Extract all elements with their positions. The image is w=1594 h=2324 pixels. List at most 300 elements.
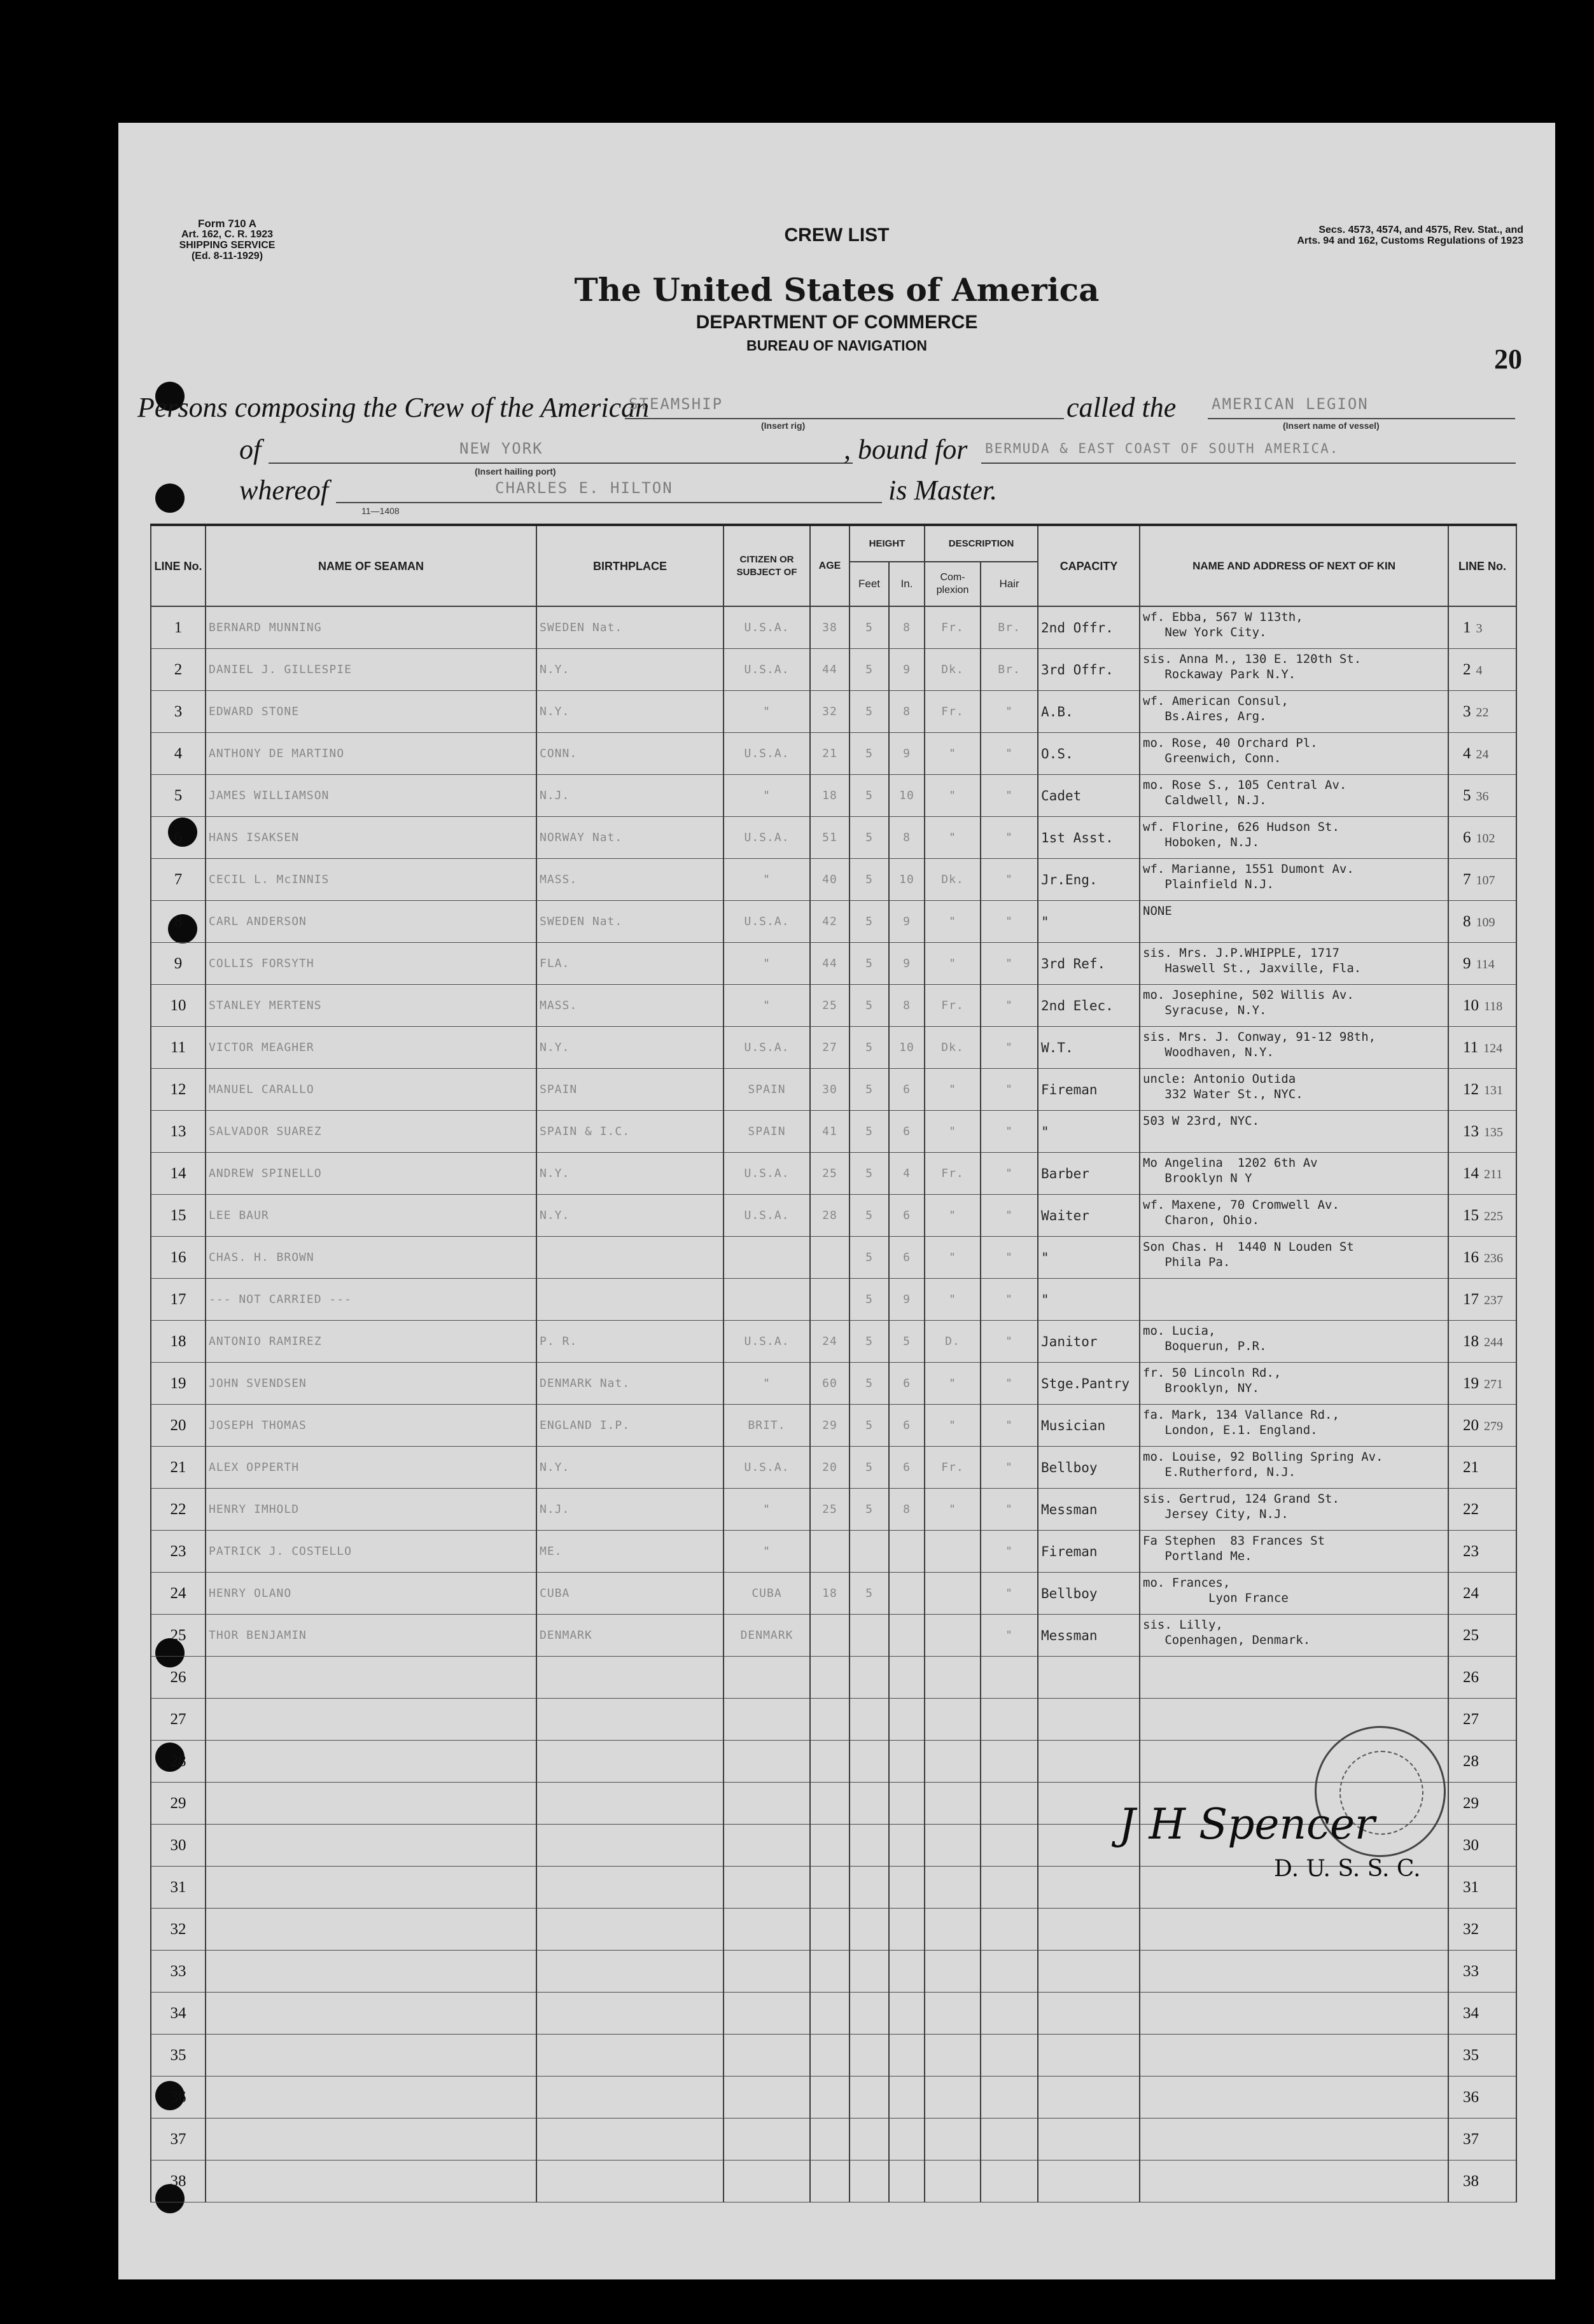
row-line-no-right (1448, 649, 1516, 691)
row-complexion (925, 1573, 981, 1615)
row-line-no-right-value: 2 (1463, 660, 1471, 678)
row-birthplace: N.Y. (536, 1153, 724, 1195)
row-line-no: 33 (151, 1951, 206, 1993)
table-row (151, 859, 1516, 901)
row-hair (981, 1783, 1038, 1825)
row-height-feet: 5 (849, 1195, 889, 1237)
row-hair (981, 1951, 1038, 1993)
row-line-no-right (1448, 1615, 1516, 1657)
table-row (151, 775, 1516, 817)
row-citizenship (724, 1909, 810, 1951)
row-citizenship: U.S.A. (724, 1027, 810, 1069)
form-number: Form 710 A (198, 218, 256, 230)
row-citizenship: SPAIN (724, 1069, 810, 1111)
regulation-secs: Secs. 4573, 4574, and 4575, Rev. Stat., and (1318, 225, 1523, 235)
row-seaman-name: HENRY IMHOLD (206, 1489, 536, 1531)
row-complexion (925, 2077, 981, 2119)
row-next-of-kin: mo. Rose, 40 Orchard Pl. Greenwich, Conn. (1140, 733, 1448, 775)
row-height-inches (889, 1657, 925, 1699)
row-age (810, 2035, 849, 2077)
row-line-no: 22 (151, 1489, 206, 1531)
row-citizenship: DENMARK (724, 1615, 810, 1657)
row-height-inches (889, 2119, 925, 2160)
row-height-inches: 6 (889, 1111, 925, 1153)
row-line-no-right (1448, 1825, 1516, 1867)
destination-value: BERMUDA & EAST COAST OF SOUTH AMERICA. (985, 441, 1339, 456)
row-capacity (1038, 1951, 1140, 1993)
row-ledger-number: 3 (1476, 621, 1483, 636)
row-birthplace: N.Y. (536, 691, 724, 733)
row-birthplace: N.J. (536, 1489, 724, 1531)
table-row (151, 1741, 1516, 1783)
table-row (151, 733, 1516, 775)
row-height-inches: 9 (889, 943, 925, 985)
row-citizenship: U.S.A. (724, 1447, 810, 1489)
row-hair: " (981, 1573, 1038, 1615)
row-citizenship: U.S.A. (724, 649, 810, 691)
row-line-no-right (1448, 1363, 1516, 1405)
row-citizenship (724, 1783, 810, 1825)
row-hair: " (981, 775, 1038, 817)
row-height-inches (889, 1867, 925, 1909)
row-seaman-name: LEE BAUR (206, 1195, 536, 1237)
row-citizenship (724, 1279, 810, 1321)
row-height-feet (849, 1615, 889, 1657)
vessel-name-field[interactable] (1208, 394, 1515, 419)
header-complexion: Com- plexion (925, 562, 981, 606)
row-line-no: 5 (151, 775, 206, 817)
row-height-feet (849, 1867, 889, 1909)
table-row (151, 817, 1516, 859)
row-seaman-name: ANTHONY DE MARTINO (206, 733, 536, 775)
row-complexion (925, 1909, 981, 1951)
row-birthplace (536, 1699, 724, 1741)
row-ledger-number: 118 (1484, 999, 1503, 1013)
row-capacity: Messman (1038, 1615, 1140, 1657)
row-line-no: 31 (151, 1867, 206, 1909)
row-line-no-right-value: 34 (1463, 2004, 1479, 2022)
row-birthplace (536, 1279, 724, 1321)
of-label: of (239, 434, 262, 465)
table-row (151, 1489, 1516, 1531)
row-line-no: 28 (151, 1741, 206, 1783)
row-next-of-kin (1140, 2119, 1448, 2160)
header-next-of-kin: NAME AND ADDRESS OF NEXT OF KIN (1140, 525, 1448, 606)
row-birthplace: ENGLAND I.P. (536, 1405, 724, 1447)
row-line-no: 27 (151, 1699, 206, 1741)
row-line-no-right-value: 7 (1463, 870, 1471, 888)
header-citizen: CITIZEN OR SUBJECT OF (724, 525, 810, 606)
row-height-feet: 5 (849, 1573, 889, 1615)
row-hair: " (981, 943, 1038, 985)
row-birthplace: N.Y. (536, 1195, 724, 1237)
row-age: 27 (810, 1027, 849, 1069)
row-next-of-kin (1140, 2035, 1448, 2077)
row-seaman-name (206, 1993, 536, 2035)
row-height-feet (849, 2160, 889, 2202)
table-row (151, 649, 1516, 691)
row-height-inches: 10 (889, 775, 925, 817)
row-capacity: 3rd Offr. (1038, 649, 1140, 691)
row-ledger-number: 279 (1484, 1419, 1504, 1433)
row-line-no: 21 (151, 1447, 206, 1489)
row-height-inches: 9 (889, 649, 925, 691)
row-citizenship: U.S.A. (724, 733, 810, 775)
row-line-no-right (1448, 1531, 1516, 1573)
table-row (151, 1153, 1516, 1195)
row-capacity: W.T. (1038, 1027, 1140, 1069)
row-birthplace (536, 1657, 724, 1699)
row-line-no-right (1448, 1195, 1516, 1237)
table-row (151, 1321, 1516, 1363)
row-hair (981, 1867, 1038, 1909)
row-height-inches: 8 (889, 691, 925, 733)
row-seaman-name: --- NOT CARRIED --- (206, 1279, 536, 1321)
row-height-inches: 10 (889, 859, 925, 901)
row-line-no-right (1448, 2035, 1516, 2077)
row-complexion: Fr. (925, 606, 981, 649)
row-ledger-number: 36 (1476, 789, 1489, 804)
row-line-no-right (1448, 1321, 1516, 1363)
row-next-of-kin: NONE (1140, 901, 1448, 943)
row-seaman-name (206, 1657, 536, 1699)
row-line-no-right-value: 5 (1463, 786, 1471, 804)
table-row (151, 691, 1516, 733)
row-birthplace: N.Y. (536, 1447, 724, 1489)
row-line-no-right (1448, 859, 1516, 901)
row-line-no-right-value: 8 (1463, 912, 1471, 930)
row-ledger-number: 237 (1484, 1293, 1504, 1307)
row-next-of-kin (1140, 1279, 1448, 1321)
row-citizenship (724, 1741, 810, 1783)
row-capacity (1038, 2035, 1140, 2077)
row-ledger-number: 131 (1484, 1083, 1504, 1097)
row-citizenship (724, 1993, 810, 2035)
row-line-no: 29 (151, 1783, 206, 1825)
print-code: 11—1408 (361, 506, 400, 516)
row-citizenship: " (724, 1489, 810, 1531)
row-height-inches: 8 (889, 1489, 925, 1531)
row-capacity (1038, 2077, 1140, 2119)
row-birthplace (536, 2035, 724, 2077)
row-line-no: 8 (151, 901, 206, 943)
row-height-feet (849, 1531, 889, 1573)
row-line-no-right-value: 13 (1463, 1122, 1479, 1140)
table-header-row (151, 525, 1516, 562)
row-complexion: " (925, 817, 981, 859)
row-line-no-right-value: 6 (1463, 828, 1471, 846)
row-seaman-name: PATRICK J. COSTELLO (206, 1531, 536, 1573)
row-seaman-name (206, 1867, 536, 1909)
row-next-of-kin: 503 W 23rd, NYC. (1140, 1111, 1448, 1153)
row-citizenship: BRIT. (724, 1405, 810, 1447)
table-row (151, 1195, 1516, 1237)
row-complexion: " (925, 1279, 981, 1321)
row-next-of-kin: wf. Marianne, 1551 Dumont Av. Plainfield N.J. (1140, 859, 1448, 901)
row-height-feet: 5 (849, 1237, 889, 1279)
row-height-inches: 4 (889, 1153, 925, 1195)
table-row (151, 1363, 1516, 1405)
row-line-no-right-value: 33 (1463, 1962, 1479, 1980)
row-height-inches (889, 1741, 925, 1783)
page-number: 20 (1494, 344, 1522, 375)
rig-field[interactable] (625, 394, 1064, 419)
row-line-no: 36 (151, 2077, 206, 2119)
row-capacity: Fireman (1038, 1531, 1140, 1573)
commissioner-title: D. U. S. S. C. (1274, 1856, 1421, 1882)
row-line-no-right-value: 18 (1463, 1332, 1479, 1350)
form-edition: (Ed. 8-11-1929) (191, 251, 263, 261)
row-citizenship: U.S.A. (724, 901, 810, 943)
row-citizenship (724, 2077, 810, 2119)
row-height-feet: 5 (849, 1489, 889, 1531)
row-age: 60 (810, 1363, 849, 1405)
row-height-inches (889, 1909, 925, 1951)
table-row (151, 1657, 1516, 1699)
table-row (151, 1615, 1516, 1657)
row-birthplace: CUBA (536, 1573, 724, 1615)
table-row (151, 2160, 1516, 2202)
row-complexion (925, 1699, 981, 1741)
row-hair: " (981, 1447, 1038, 1489)
row-ledger-number: 271 (1484, 1377, 1504, 1391)
table-row (151, 2035, 1516, 2077)
row-line-no-right (1448, 1783, 1516, 1825)
crew-line-label: Persons composing the Crew of the American (137, 392, 650, 423)
row-citizenship: U.S.A. (724, 1321, 810, 1363)
row-height-inches (889, 1783, 925, 1825)
form-article: Art. 162, C. R. 1923 (181, 229, 274, 240)
row-line-no: 7 (151, 859, 206, 901)
row-hair (981, 2035, 1038, 2077)
row-capacity: " (1038, 901, 1140, 943)
row-citizenship: U.S.A. (724, 1153, 810, 1195)
row-next-of-kin: sis. Gertrud, 124 Grand St. Jersey City, N.J. (1140, 1489, 1448, 1531)
row-hair: Br. (981, 606, 1038, 649)
row-birthplace (536, 2160, 724, 2202)
row-capacity: A.B. (1038, 691, 1140, 733)
row-capacity: O.S. (1038, 733, 1140, 775)
row-ledger-number: 135 (1484, 1125, 1504, 1139)
row-complexion: Dk. (925, 859, 981, 901)
row-age: 38 (810, 606, 849, 649)
row-next-of-kin: sis. Mrs. J.P.WHIPPLE, 1717 Haswell St., Jaxville, Fla. (1140, 943, 1448, 985)
row-birthplace: NORWAY Nat. (536, 817, 724, 859)
row-birthplace (536, 1237, 724, 1279)
row-hair (981, 1909, 1038, 1951)
row-line-no-right-value: 29 (1463, 1794, 1479, 1812)
port-field[interactable] (269, 438, 853, 464)
row-height-feet (849, 1783, 889, 1825)
is-master-label: is Master. (888, 475, 998, 506)
row-height-feet: 5 (849, 649, 889, 691)
row-seaman-name: STANLEY MERTENS (206, 985, 536, 1027)
row-height-feet (849, 1699, 889, 1741)
row-capacity (1038, 1741, 1140, 1783)
table-row (151, 1027, 1516, 1069)
row-hair (981, 1699, 1038, 1741)
punch-hole-2 (155, 484, 185, 513)
header-line-no-right: LINE No. (1448, 525, 1516, 606)
row-birthplace (536, 1741, 724, 1783)
bureau-title: BUREAU OF NAVIGATION (746, 337, 928, 354)
header-feet: Feet (849, 562, 889, 606)
row-capacity: Waiter (1038, 1195, 1140, 1237)
row-line-no-right-value: 1 (1463, 618, 1471, 636)
row-age: 25 (810, 1489, 849, 1531)
row-age (810, 1951, 849, 1993)
row-height-inches: 6 (889, 1405, 925, 1447)
row-complexion: Fr. (925, 1447, 981, 1489)
table-row (151, 901, 1516, 943)
row-complexion (925, 1783, 981, 1825)
row-seaman-name: BERNARD MUNNING (206, 606, 536, 649)
row-capacity: Musician (1038, 1405, 1140, 1447)
row-citizenship: " (724, 775, 810, 817)
row-height-inches (889, 2160, 925, 2202)
row-complexion (925, 1531, 981, 1573)
row-complexion: " (925, 943, 981, 985)
row-ledger-number: 109 (1476, 915, 1495, 929)
row-line-no-right-value: 19 (1463, 1374, 1479, 1392)
master-field[interactable] (336, 478, 882, 503)
table-row (151, 1699, 1516, 1741)
row-line-no: 34 (151, 1993, 206, 2035)
row-line-no-right (1448, 1069, 1516, 1111)
row-hair: " (981, 901, 1038, 943)
row-birthplace (536, 1825, 724, 1867)
row-height-feet: 5 (849, 733, 889, 775)
row-age: 25 (810, 1153, 849, 1195)
row-ledger-number: 225 (1484, 1209, 1504, 1223)
row-next-of-kin: mo. Louise, 92 Bolling Spring Av. E.Rutherford, N.J. (1140, 1447, 1448, 1489)
row-seaman-name (206, 2077, 536, 2119)
row-height-feet: 5 (849, 859, 889, 901)
row-line-no-right (1448, 691, 1516, 733)
row-capacity: " (1038, 1279, 1140, 1321)
row-birthplace: SPAIN (536, 1069, 724, 1111)
row-hair: " (981, 1531, 1038, 1573)
row-age: 18 (810, 775, 849, 817)
row-height-feet: 5 (849, 943, 889, 985)
row-complexion: " (925, 1363, 981, 1405)
crew-table-body (151, 606, 1516, 2202)
row-line-no: 37 (151, 2119, 206, 2160)
row-line-no-right (1448, 1237, 1516, 1279)
row-age (810, 1657, 849, 1699)
row-complexion: " (925, 775, 981, 817)
row-hair (981, 1741, 1038, 1783)
header-birthplace: BIRTHPLACE (536, 525, 724, 606)
row-hair: " (981, 1069, 1038, 1111)
row-capacity: Cadet (1038, 775, 1140, 817)
table-row (151, 606, 1516, 649)
row-height-inches (889, 1825, 925, 1867)
row-line-no: 13 (151, 1111, 206, 1153)
row-line-no-right-value: 36 (1463, 2088, 1479, 2106)
row-height-inches: 9 (889, 901, 925, 943)
row-complexion: Fr. (925, 691, 981, 733)
row-height-inches (889, 1531, 925, 1573)
row-next-of-kin: wf. Maxene, 70 Cromwell Av. Charon, Ohio. (1140, 1195, 1448, 1237)
row-height-feet (849, 1993, 889, 2035)
row-next-of-kin: sis. Anna M., 130 E. 120th St. Rockaway Park N.Y. (1140, 649, 1448, 691)
row-birthplace (536, 2077, 724, 2119)
row-next-of-kin (1140, 1951, 1448, 1993)
row-complexion (925, 1867, 981, 1909)
row-height-inches: 8 (889, 606, 925, 649)
row-height-feet: 5 (849, 1279, 889, 1321)
row-seaman-name (206, 1783, 536, 1825)
row-height-inches: 6 (889, 1069, 925, 1111)
destination-field[interactable] (981, 438, 1516, 464)
row-line-no: 19 (151, 1363, 206, 1405)
row-citizenship: " (724, 985, 810, 1027)
row-line-no-right (1448, 1489, 1516, 1531)
row-next-of-kin (1140, 2160, 1448, 2202)
row-birthplace: P. R. (536, 1321, 724, 1363)
row-height-feet: 5 (849, 1111, 889, 1153)
row-height-feet (849, 2035, 889, 2077)
row-hair: " (981, 691, 1038, 733)
row-birthplace: N.J. (536, 775, 724, 817)
header-height: HEIGHT (849, 525, 925, 562)
header-name: NAME OF SEAMAN (206, 525, 536, 606)
row-line-no: 11 (151, 1027, 206, 1069)
row-citizenship (724, 1867, 810, 1909)
row-line-no: 17 (151, 1279, 206, 1321)
row-seaman-name: ALEX OPPERTH (206, 1447, 536, 1489)
header-description: DESCRIPTION (925, 525, 1038, 562)
row-hair (981, 1825, 1038, 1867)
row-line-no-right (1448, 1573, 1516, 1615)
row-age (810, 1993, 849, 2035)
row-height-feet (849, 1825, 889, 1867)
row-height-feet (849, 1657, 889, 1699)
row-birthplace (536, 1783, 724, 1825)
row-line-no-right-value: 3 (1463, 702, 1471, 720)
row-hair (981, 2160, 1038, 2202)
row-height-feet (849, 2119, 889, 2160)
row-line-no-right-value: 26 (1463, 1668, 1479, 1686)
table-row (151, 2077, 1516, 2119)
row-height-inches (889, 1699, 925, 1741)
row-line-no: 24 (151, 1573, 206, 1615)
vessel-name-hint: (Insert name of vessel) (1283, 421, 1380, 431)
row-ledger-number: 102 (1476, 831, 1495, 845)
row-age (810, 1867, 849, 1909)
row-line-no: 4 (151, 733, 206, 775)
row-line-no: 25 (151, 1615, 206, 1657)
row-citizenship: " (724, 859, 810, 901)
row-seaman-name: JOSEPH THOMAS (206, 1405, 536, 1447)
row-line-no: 2 (151, 649, 206, 691)
row-line-no-right-value: 12 (1463, 1080, 1479, 1098)
row-seaman-name (206, 1825, 536, 1867)
row-birthplace (536, 1909, 724, 1951)
row-birthplace (536, 1951, 724, 1993)
row-citizenship: U.S.A. (724, 1195, 810, 1237)
row-height-feet: 5 (849, 1027, 889, 1069)
table-row (151, 985, 1516, 1027)
row-capacity: Messman (1038, 1489, 1140, 1531)
row-age (810, 2119, 849, 2160)
row-height-feet: 5 (849, 901, 889, 943)
row-height-feet: 5 (849, 817, 889, 859)
row-height-inches: 6 (889, 1363, 925, 1405)
row-capacity: Janitor (1038, 1321, 1140, 1363)
row-line-no: 18 (151, 1321, 206, 1363)
